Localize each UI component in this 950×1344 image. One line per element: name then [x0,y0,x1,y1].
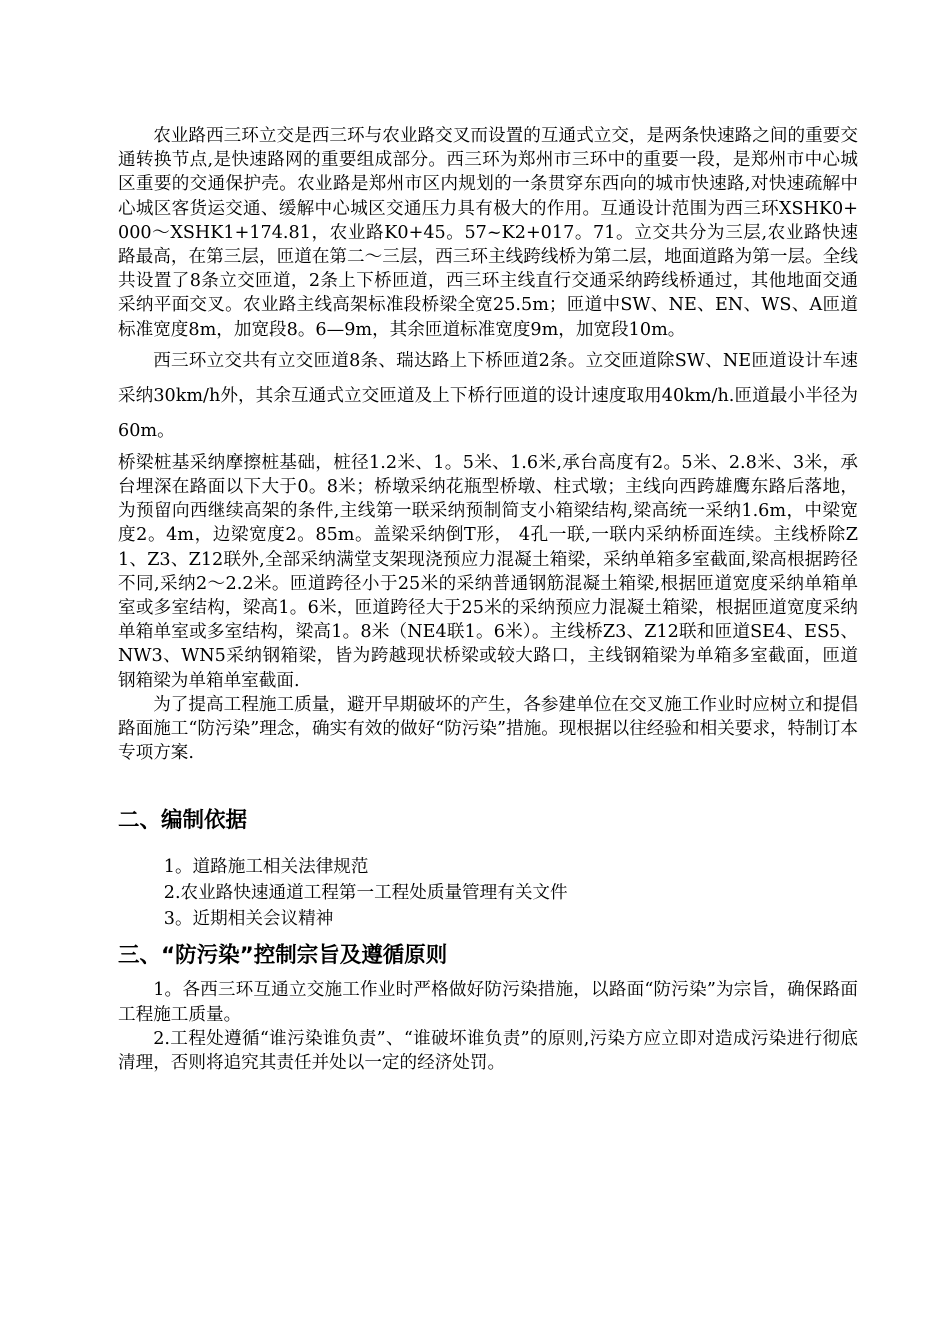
intro-paragraph-4: 为了提高工程施工质量，避开早期破坏的产生，各参建单位在交叉施工作业时应树立和提倡路面施工“防污染”理念，确实有效的做好“防污染”措施。现根据以往经验和相关要求，特制订本专项方案. [118,694,858,764]
intro-paragraph-1: 农业路西三环立交是西三环与农业路交叉而设置的互通式立交，是两条快速路之间的重要交通转换节点,是快速路网的重要组成部分。西三环为郑州市三环中的重要一段，是郑州市中心城区重要的交通保护壳。农业路是郑州市区内规划的一条贯穿东西向的城市快速路,对快速疏解中心城区客货运交通、缓解中心城区交通压力具有极大的作用。互通设计范围为西三环XSHK0+000～XSHK1+174.81，农业路K0+45。57~K2+017。71。立交共分为三层,农业路快速路最高，在第三层，匝道在第二～三层，西三环主线跨线桥为第二层，地面道路为第一层。全线共设置了8条立交匝道，2条上下桥匝道，西三环主线直行交通采纳跨线桥通过，其他地面交通采纳平面交叉。农业路主线高架标准段桥梁全宽25.5m；匝道中SW、NE、EN、WS、A匝道标准宽度8m，加宽段8。6—9m，其余匝道标准宽度9m，加宽段10m。 [118,126,858,340]
reference-item-3: 3。近期相关会议精神 [163,909,334,930]
section-2-heading: 二、编制依据 [118,808,248,834]
principle-paragraph-2: 2.工程处遵循“谁污染谁负责”、“谁破坏谁负责”的原则,污染方应立即对造成污染进行彻底清理，否则将追究其责任并处以一定的经济处罚。 [118,1028,858,1074]
section-3-heading: 三、“防污染”控制宗旨及遵循原则 [118,943,448,969]
intro-paragraph-2: 西三环立交共有立交匝道8条、瑞达路上下桥匝道2条。立交匝道除SW、NE匝道设计车速采纳30km/h外，其余互通式立交匝道及上下桥行匝道的设计速度取用40km/h.匝道最小半径为60m。 [118,350,858,441]
intro-paragraph-3: 桥梁桩基采纳摩擦桩基础，桩径1.2米、1。5米、1.6米,承台高度有2。5米、2.8米、3米，承台埋深在路面以下大于0。8米；桥墩采纳花瓶型桥墩、柱式墩；主线向西跨雄鹰东路后落地，为预留向西继续高架的条件,主线第一联采纳预制简支小箱梁结构,梁高统一采纳1.6m，中梁宽度2。4m，边梁宽度2。85m。盖梁采纳倒T形， 4孔一联,一联内采纳桥面连续。主线桥除Z1、Z3、Z12联外,全部采纳满堂支架现浇预应力混凝土箱梁，采纳单箱多室截面,梁高根据跨径不同,采纳2～2.2米。匝道跨径小于25米的采纳普通钢筋混凝土箱梁,根据匝道宽度采纳单箱单室或多室结构，梁高1。6米，匝道跨径大于25米的采纳预应力混凝土箱梁，根据匝道宽度采纳单箱单室或多室结构，梁高1。8米（NE4联1。6米）。主线桥Z3、Z12联和匝道SE4、ES5、NW3、WN5采纳钢箱梁，皆为跨越现状桥梁或较大路口，主线钢箱梁为单箱多室截面，匝道钢箱梁为单箱单室截面. [118,452,858,691]
document-page [118,124,858,1075]
reference-item-1: 1。道路施工相关法律规范 [163,857,369,878]
reference-list [118,854,858,932]
principle-paragraph-1: 1。各西三环互通立交施工作业时严格做好防污染措施，以路面“防污染”为宗旨，确保路面工程施工质量。 [118,980,858,1025]
reference-item-2: 2.农业路快速通道工程第一工程处质量管理有关文件 [163,883,568,904]
